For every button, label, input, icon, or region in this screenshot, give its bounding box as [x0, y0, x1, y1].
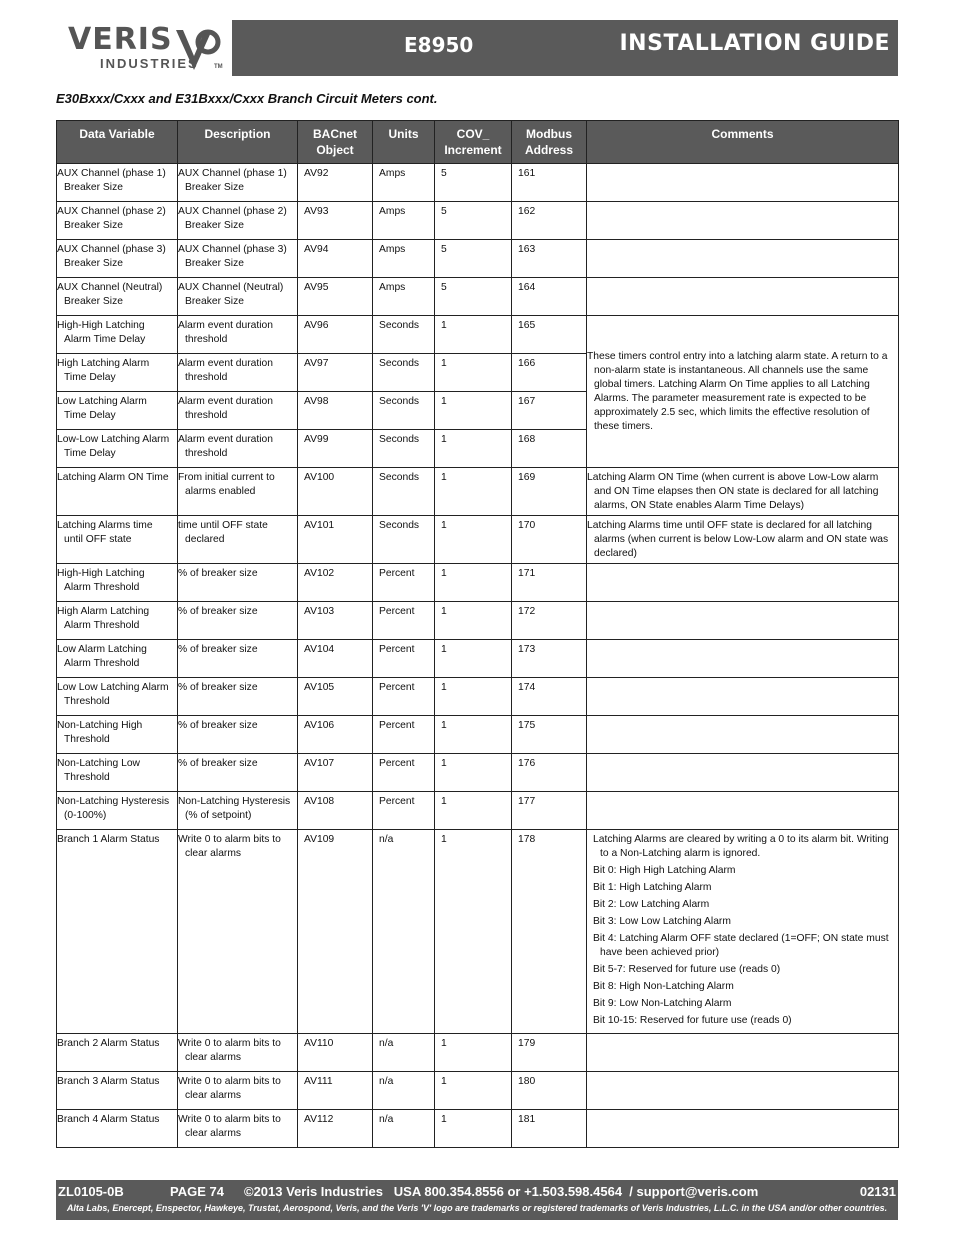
- cell-data-variable: Latching Alarms time until OFF state: [57, 516, 178, 564]
- cell-comments: [587, 716, 899, 754]
- cell-data-variable: AUX Channel (phase 3) Breaker Size: [57, 240, 178, 278]
- logo-subtext: INDUSTRIES: [100, 56, 199, 71]
- cell-cov-increment: 1: [435, 640, 512, 678]
- cell-units: Amps: [373, 202, 435, 240]
- column-header-cov-increment: COV_ Increment: [435, 121, 512, 164]
- veris-logo: [56, 20, 232, 76]
- cell-modbus-address: 161: [512, 164, 587, 202]
- cell-cov-increment: 1: [435, 1034, 512, 1072]
- cell-data-variable: Branch 1 Alarm Status: [57, 830, 178, 1034]
- cell-data-variable: Non-Latching Hysteresis (0-100%): [57, 792, 178, 830]
- cell-cov-increment: 5: [435, 164, 512, 202]
- cell-units: Percent: [373, 678, 435, 716]
- copyright-contact: ©2013 Veris Industries USA 800.354.8556 or +1.503.598.4564 / support@veris.com: [244, 1184, 759, 1199]
- bacnet-variables-table: [56, 120, 899, 1148]
- comment-line: Bit 8: High Non-Latching Alarm: [593, 981, 734, 992]
- cell-units: Amps: [373, 164, 435, 202]
- logo-wordmark: VERIS: [68, 22, 173, 57]
- cell-comments: [587, 602, 899, 640]
- cell-units: n/a: [373, 1110, 435, 1148]
- cell-data-variable: Branch 4 Alarm Status: [57, 1110, 178, 1148]
- comment-line: Bit 3: Low Low Latching Alarm: [593, 916, 731, 927]
- table-header-row: [57, 121, 899, 164]
- comment-line: Bit 5-7: Reserved for future use (reads 0): [593, 964, 781, 975]
- cell-units: n/a: [373, 830, 435, 1034]
- cell-description: Alarm event duration threshold: [178, 316, 298, 354]
- cell-cov-increment: 1: [435, 792, 512, 830]
- cell-comments: [587, 564, 899, 602]
- cell-cov-increment: 1: [435, 678, 512, 716]
- cell-cov-increment: 1: [435, 516, 512, 564]
- cell-cov-increment: 1: [435, 564, 512, 602]
- cell-bacnet-object: AV102: [298, 564, 373, 602]
- cell-description: AUX Channel (Neutral) Breaker Size: [178, 278, 298, 316]
- cell-comments: [587, 1072, 899, 1110]
- cell-units: Seconds: [373, 354, 435, 392]
- section-subtitle: E30Bxxx/Cxxx and E31Bxxx/Cxxx Branch Circuit Meters cont.: [56, 91, 438, 106]
- table-row: [57, 830, 899, 1034]
- cell-bacnet-object: AV96: [298, 316, 373, 354]
- column-header-description: Description: [178, 121, 298, 164]
- cell-comments: [587, 792, 899, 830]
- column-header-bacnet-object: BACnet Object: [298, 121, 373, 164]
- table-row: [57, 1072, 899, 1110]
- table-row: [57, 678, 899, 716]
- cell-bacnet-object: AV105: [298, 678, 373, 716]
- cell-modbus-address: 172: [512, 602, 587, 640]
- cell-bacnet-object: AV110: [298, 1034, 373, 1072]
- cell-data-variable: Low-Low Latching Alarm Time Delay: [57, 430, 178, 468]
- cell-data-variable: Branch 3 Alarm Status: [57, 1072, 178, 1110]
- cell-units: Percent: [373, 716, 435, 754]
- cell-cov-increment: 1: [435, 1110, 512, 1148]
- cell-modbus-address: 162: [512, 202, 587, 240]
- cell-description: AUX Channel (phase 2) Breaker Size: [178, 202, 298, 240]
- table-row: [57, 164, 899, 202]
- cell-comments: [587, 1034, 899, 1072]
- page-number: PAGE 74: [170, 1184, 224, 1199]
- cell-units: Amps: [373, 240, 435, 278]
- cell-modbus-address: 181: [512, 1110, 587, 1148]
- cell-data-variable: High-High Latching Alarm Time Delay: [57, 316, 178, 354]
- cell-description: Write 0 to alarm bits to clear alarms: [178, 1072, 298, 1110]
- cell-data-variable: AUX Channel (Neutral) Breaker Size: [57, 278, 178, 316]
- cell-bacnet-object: AV97: [298, 354, 373, 392]
- cell-cov-increment: 1: [435, 602, 512, 640]
- cell-comments: [587, 1110, 899, 1148]
- revision-code: 02131: [859, 1184, 896, 1199]
- cell-description: Write 0 to alarm bits to clear alarms: [178, 830, 298, 1034]
- cell-description: AUX Channel (phase 3) Breaker Size: [178, 240, 298, 278]
- cell-modbus-address: 165: [512, 316, 587, 354]
- cell-description: Write 0 to alarm bits to clear alarms: [178, 1110, 298, 1148]
- cell-modbus-address: 167: [512, 392, 587, 430]
- cell-bacnet-object: AV99: [298, 430, 373, 468]
- cell-modbus-address: 180: [512, 1072, 587, 1110]
- cell-units: Percent: [373, 792, 435, 830]
- cell-cov-increment: 1: [435, 468, 512, 516]
- comment-line: Bit 2: Low Latching Alarm: [593, 899, 710, 910]
- table-row: [57, 1034, 899, 1072]
- cell-cov-increment: 5: [435, 278, 512, 316]
- cell-description: Alarm event duration threshold: [178, 430, 298, 468]
- cell-modbus-address: 171: [512, 564, 587, 602]
- table-row: [57, 316, 899, 354]
- cell-modbus-address: 174: [512, 678, 587, 716]
- cell-modbus-address: 177: [512, 792, 587, 830]
- cell-modbus-address: 175: [512, 716, 587, 754]
- cell-bacnet-object: AV111: [298, 1072, 373, 1110]
- comment-line: Latching Alarms are cleared by writing a 0 to its alarm bit. Writing to a Non-Latching alarm is ignored.: [593, 834, 889, 859]
- cell-comments: [587, 754, 899, 792]
- cell-description: % of breaker size: [178, 678, 298, 716]
- cell-cov-increment: 5: [435, 202, 512, 240]
- cell-units: Seconds: [373, 430, 435, 468]
- table-row: [57, 202, 899, 240]
- cell-comments: Latching Alarms time until OFF state is declared for all latching alarms (when current is below Low-Low alarm and ON state was declared): [587, 516, 899, 564]
- table-row: [57, 1110, 899, 1148]
- cell-comments: Latching Alarm ON Time (when current is above Low-Low alarm and ON Time elapses then ON state is declared for all latching alarms, ON State enables Alarm Time Delays): [587, 468, 899, 516]
- column-header-modbus-address: Modbus Address: [512, 121, 587, 164]
- cell-data-variable: Low Low Latching Alarm Threshold: [57, 678, 178, 716]
- trademark-notice: Alta Labs, Enercept, Enspector, Hawkeye, Trustat, Aerospond, Veris, and the Veris 'V' logo are trademarks or registered trademarks of Veris Industries, L.L.C. in the USA and/or other countries.: [66, 1203, 888, 1213]
- table-row: [57, 516, 899, 564]
- cell-modbus-address: 168: [512, 430, 587, 468]
- cell-units: Seconds: [373, 468, 435, 516]
- cell-description: Alarm event duration threshold: [178, 354, 298, 392]
- cell-units: n/a: [373, 1034, 435, 1072]
- cell-units: Percent: [373, 754, 435, 792]
- cell-units: n/a: [373, 1072, 435, 1110]
- column-header-units: Units: [373, 121, 435, 164]
- cell-bacnet-object: AV109: [298, 830, 373, 1034]
- cell-description: Alarm event duration threshold: [178, 392, 298, 430]
- table-row: [57, 754, 899, 792]
- cell-modbus-address: 178: [512, 830, 587, 1034]
- cell-modbus-address: 173: [512, 640, 587, 678]
- cell-description: Non-Latching Hysteresis (% of setpoint): [178, 792, 298, 830]
- cell-comments: [587, 640, 899, 678]
- cell-data-variable: Non-Latching Low Threshold: [57, 754, 178, 792]
- cell-description: % of breaker size: [178, 716, 298, 754]
- model-number: E8950: [404, 33, 474, 57]
- cell-cov-increment: 1: [435, 754, 512, 792]
- table-row: [57, 564, 899, 602]
- cell-comments-timers: These timers control entry into a latching alarm state. A return to a non-alarm state is instantaneous. All channels use the same global timers. Latching Alarm On Time applies to all Latching Alarms. The parameter measurement rate is expected to be approximately 2.5 sec, which limits the effective resolution of these timers.: [587, 316, 899, 468]
- cell-cov-increment: 5: [435, 240, 512, 278]
- cell-modbus-address: 176: [512, 754, 587, 792]
- document-id: ZL0105-0B: [58, 1184, 124, 1199]
- cell-data-variable: High-High Latching Alarm Threshold: [57, 564, 178, 602]
- cell-bacnet-object: AV108: [298, 792, 373, 830]
- cell-cov-increment: 1: [435, 430, 512, 468]
- cell-bacnet-object: AV103: [298, 602, 373, 640]
- cell-data-variable: Branch 2 Alarm Status: [57, 1034, 178, 1072]
- table-row: [57, 602, 899, 640]
- cell-bacnet-object: AV94: [298, 240, 373, 278]
- cell-modbus-address: 163: [512, 240, 587, 278]
- page-header: [56, 20, 898, 76]
- document-title: INSTALLATION GUIDE: [619, 31, 890, 56]
- table-row: [57, 792, 899, 830]
- table-row: [57, 716, 899, 754]
- comment-line: Bit 0: High High Latching Alarm: [593, 865, 736, 876]
- comment-line: Bit 1: High Latching Alarm: [593, 882, 712, 893]
- cell-data-variable: AUX Channel (phase 2) Breaker Size: [57, 202, 178, 240]
- comment-line: Bit 4: Latching Alarm OFF state declared (1=OFF; ON state must have been achieved prior): [593, 933, 889, 958]
- cell-bacnet-object: AV106: [298, 716, 373, 754]
- cell-units: Percent: [373, 602, 435, 640]
- logo-tm: TM: [214, 64, 223, 70]
- cell-data-variable: High Alarm Latching Alarm Threshold: [57, 602, 178, 640]
- cell-data-variable: Low Latching Alarm Time Delay: [57, 392, 178, 430]
- cell-bacnet-object: AV98: [298, 392, 373, 430]
- cell-units: Percent: [373, 640, 435, 678]
- cell-comments: [587, 678, 899, 716]
- cell-comments: [587, 278, 899, 316]
- cell-cov-increment: 1: [435, 830, 512, 1034]
- comment-line: Bit 10-15: Reserved for future use (reads 0): [593, 1015, 792, 1026]
- cell-data-variable: Latching Alarm ON Time: [57, 468, 178, 516]
- cell-modbus-address: 164: [512, 278, 587, 316]
- table-row: [57, 640, 899, 678]
- cell-bacnet-object: AV101: [298, 516, 373, 564]
- cell-cov-increment: 1: [435, 316, 512, 354]
- cell-cov-increment: 1: [435, 1072, 512, 1110]
- column-header-data-variable: Data Variable: [57, 121, 178, 164]
- column-header-comments: Comments: [587, 121, 899, 164]
- cell-description: From initial current to alarms enabled: [178, 468, 298, 516]
- cell-cov-increment: 1: [435, 354, 512, 392]
- cell-data-variable: Low Alarm Latching Alarm Threshold: [57, 640, 178, 678]
- cell-modbus-address: 166: [512, 354, 587, 392]
- cell-data-variable: High Latching Alarm Time Delay: [57, 354, 178, 392]
- cell-description: % of breaker size: [178, 754, 298, 792]
- table-row: [57, 278, 899, 316]
- cell-description: AUX Channel (phase 1) Breaker Size: [178, 164, 298, 202]
- cell-description: % of breaker size: [178, 640, 298, 678]
- cell-bacnet-object: AV100: [298, 468, 373, 516]
- cell-cov-increment: 1: [435, 392, 512, 430]
- cell-modbus-address: 170: [512, 516, 587, 564]
- cell-bacnet-object: AV93: [298, 202, 373, 240]
- cell-units: Percent: [373, 564, 435, 602]
- cell-data-variable: Non-Latching High Threshold: [57, 716, 178, 754]
- cell-bacnet-object: AV112: [298, 1110, 373, 1148]
- cell-units: Amps: [373, 278, 435, 316]
- table-row: [57, 240, 899, 278]
- cell-comments: [587, 240, 899, 278]
- cell-description: % of breaker size: [178, 564, 298, 602]
- cell-bacnet-object: AV95: [298, 278, 373, 316]
- cell-description: Write 0 to alarm bits to clear alarms: [178, 1034, 298, 1072]
- page-footer: [56, 1180, 898, 1220]
- cell-modbus-address: 169: [512, 468, 587, 516]
- cell-bacnet-object: AV92: [298, 164, 373, 202]
- cell-units: Seconds: [373, 516, 435, 564]
- cell-comments-alarm-bits: [587, 830, 899, 1034]
- cell-description: % of breaker size: [178, 602, 298, 640]
- cell-cov-increment: 1: [435, 716, 512, 754]
- cell-bacnet-object: AV107: [298, 754, 373, 792]
- cell-comments: [587, 164, 899, 202]
- cell-description: time until OFF state declared: [178, 516, 298, 564]
- cell-units: Seconds: [373, 392, 435, 430]
- cell-bacnet-object: AV104: [298, 640, 373, 678]
- cell-comments: [587, 202, 899, 240]
- table-row: [57, 468, 899, 516]
- cell-modbus-address: 179: [512, 1034, 587, 1072]
- comment-line: Bit 9: Low Non-Latching Alarm: [593, 998, 732, 1009]
- cell-data-variable: AUX Channel (phase 1) Breaker Size: [57, 164, 178, 202]
- cell-units: Seconds: [373, 316, 435, 354]
